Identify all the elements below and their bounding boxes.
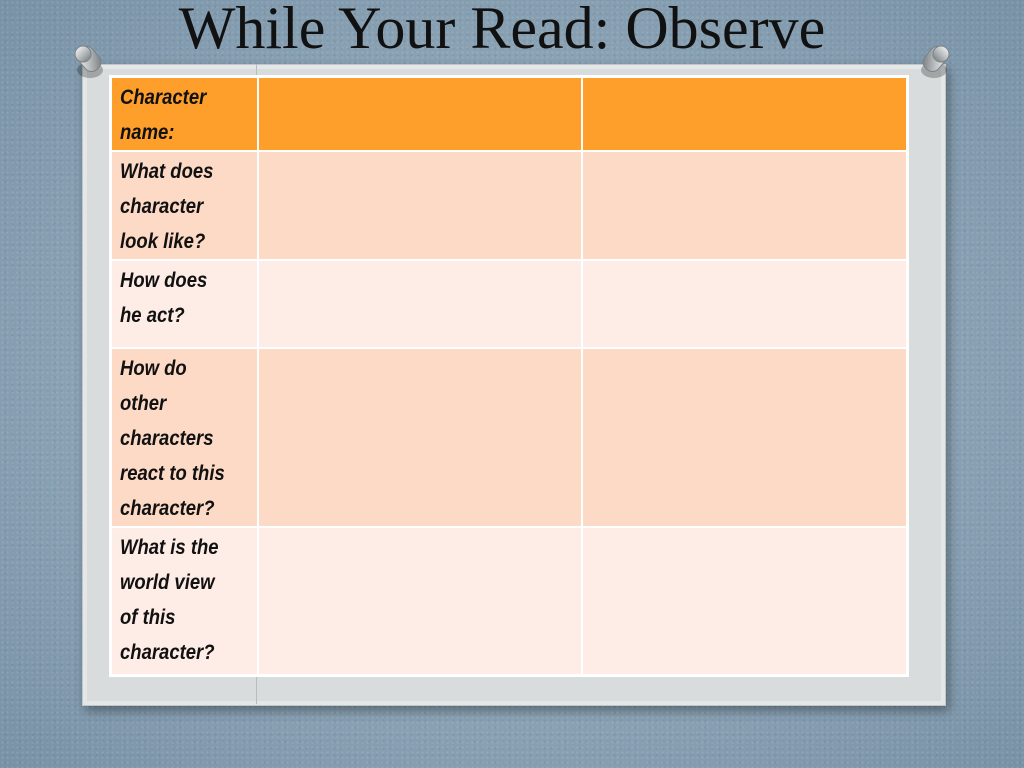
pushpin-icon (914, 40, 958, 84)
table-row (111, 527, 907, 675)
row-label (111, 348, 258, 527)
table-cell (582, 77, 907, 151)
row-label-text: How do other characters react to this character? (120, 357, 225, 520)
table-cell (258, 348, 582, 527)
slide-title: While Your Read: Observe (178, 0, 826, 61)
row-label-text: How does he act? (120, 269, 208, 327)
row-label-text: Character name: (120, 86, 207, 144)
pushpin-icon (66, 40, 110, 84)
table-row (111, 77, 907, 151)
table-cell (582, 348, 907, 527)
row-label-text: What does character look like? (120, 160, 214, 253)
table-cell (582, 151, 907, 260)
table-cell (582, 527, 907, 675)
table-cell (258, 527, 582, 675)
table-row (111, 151, 907, 260)
row-label (111, 260, 258, 348)
row-label (111, 151, 258, 260)
observation-table (110, 76, 908, 676)
row-label-text: What is the world view of this character? (120, 536, 219, 664)
table-cell (258, 260, 582, 348)
row-label (111, 527, 258, 675)
table-row (111, 348, 907, 527)
table-row (111, 260, 907, 348)
table-cell (582, 260, 907, 348)
table-cell (258, 151, 582, 260)
row-label (111, 77, 258, 151)
table-cell (258, 77, 582, 151)
